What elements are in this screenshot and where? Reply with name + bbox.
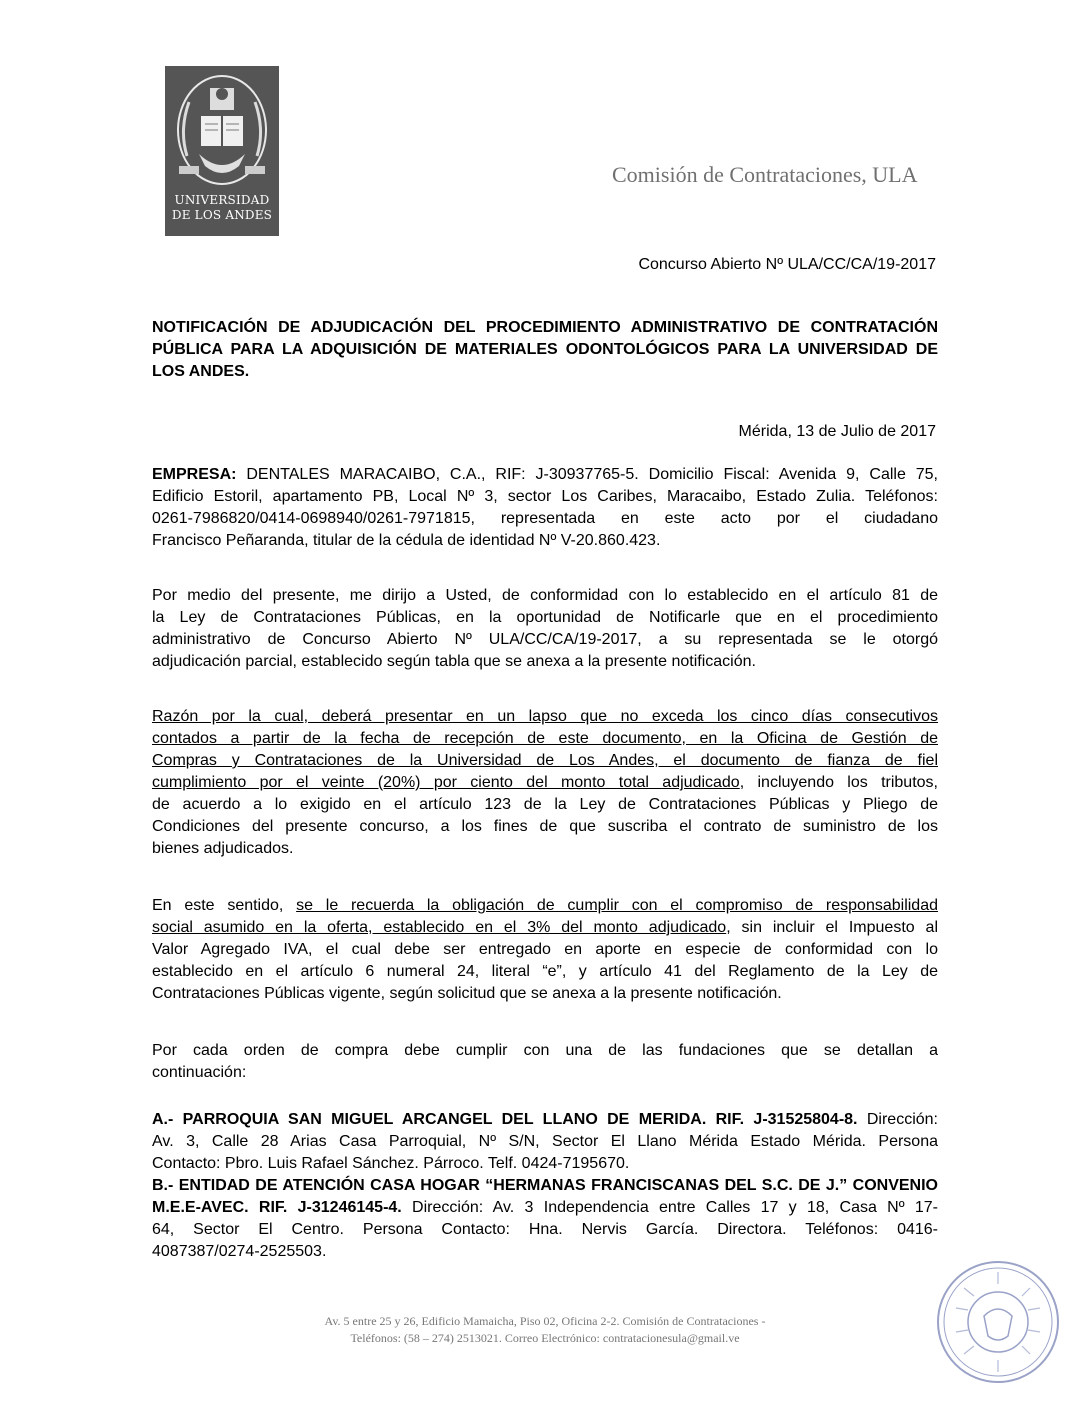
purchase-order-paragraph: [152, 1040, 938, 1084]
underlined-text: cumplimiento por el veinte (20%) por ciento del monto total adjudicado: [152, 774, 740, 791]
notification-title: [152, 317, 938, 383]
paragraph-line: la Ley de Contrataciones Públicas, en la oportunidad de Notificarle que en el procedimiento: [152, 609, 938, 626]
paragraph-line: Edificio Estoril, apartamento PB, Local Nº 3, sector Los Caribes, Maracaibo, Estado Zulia. Teléfonos:: [152, 488, 938, 505]
paragraph-line: Contrataciones Públicas vigente, según solicitud que se anexa a la presente notificación.: [152, 985, 782, 1002]
official-seal-stamp-icon: [934, 1258, 1062, 1386]
foundation-a-line: Contacto: Pbro. Luis Rafael Sánchez. Párroco. Telf. 0424-7195670.: [152, 1155, 630, 1172]
plain-text: , sin incluir el Impuesto al: [726, 919, 938, 936]
foundation-b-line: [152, 1197, 938, 1219]
paragraph-line: contados a partir de la fecha de recepción de este documento, en la Oficina de Gestión de: [152, 730, 938, 747]
paragraph-line: continuación:: [152, 1064, 247, 1081]
page-footer: [200, 1313, 890, 1347]
university-logo: [165, 66, 279, 236]
foundation-b-line: 64, Sector El Centro. Persona Contacto: Hna. Nervis García. Directora. Teléfonos: 0416-: [152, 1221, 938, 1238]
paragraph-line: Valor Agregado IVA, el cual debe ser entregado en aporte en especie de conformidad con lo: [152, 941, 938, 958]
foundation-b-line: [152, 1175, 938, 1197]
logo-text-line1: UNIVERSIDAD: [174, 193, 270, 207]
underlined-text: social asumido en la oferta, establecido en el 3% del monto adjudicado: [152, 919, 727, 936]
paragraph-line: Razón por la cual, deberá presentar en un lapso que no exceda los cinco días consecutivos: [152, 708, 938, 725]
company-label: EMPRESA:: [152, 466, 237, 483]
foundation-a-name: A.- PARROQUIA SAN MIGUEL ARCANGEL DEL LLANO DE MERIDA. RIF. J-31525804-8.: [152, 1111, 858, 1128]
contest-reference: Concurso Abierto Nº ULA/CC/CA/19-2017: [638, 256, 936, 273]
university-crest-icon: [165, 66, 279, 192]
paragraph-line: Condiciones del presente concurso, a los fines de que suscriba el contrato de suministro de los: [152, 818, 938, 835]
notice-paragraph: [152, 585, 938, 673]
foundation-a-line: [152, 1109, 938, 1131]
paragraph-line: administrativo de Concurso Abierto Nº ULA/CC/CA/19-2017, a su representada se le otorgó: [152, 631, 938, 648]
commission-name: Comisión de Contrataciones, ULA: [612, 162, 918, 187]
paragraph-line: adjudicación parcial, establecido según tabla que se anexa a la presente notificación.: [152, 653, 756, 670]
social-responsibility-paragraph: [152, 895, 938, 1005]
foundation-b-rif: M.E.E-AVEC. RIF. J-31246145-4.: [152, 1199, 402, 1216]
paragraph-line: [152, 464, 938, 486]
paragraph-line: establecido en el artículo 6 numeral 24, literal “e”, y artículo 41 del Reglamento de la Ley de: [152, 963, 938, 980]
title-line: LOS ANDES.: [152, 363, 250, 380]
underlined-text: se le recuerda la obligación de cumplir con el compromiso de responsabilidad: [296, 897, 938, 914]
company-paragraph: [152, 464, 938, 552]
foundation-b-line: 4087387/0274-2525503.: [152, 1243, 327, 1260]
paragraph-line: Por cada orden de compra debe cumplir con una de las fundaciones que se detallan a: [152, 1042, 938, 1059]
paragraph-line: [152, 772, 938, 794]
paragraph-line: [152, 895, 938, 917]
plain-text: Dirección:: [857, 1111, 938, 1128]
guarantee-paragraph: [152, 706, 938, 860]
plain-text: En este sentido,: [152, 897, 297, 914]
logo-text-line2: DE LOS ANDES: [171, 208, 273, 222]
paragraph-line: de acuerdo a lo exigido en el artículo 123 de la Ley de Contrataciones Públicas y Pliego de: [152, 796, 938, 813]
paragraph-line: Compras y Contrataciones de la Universidad de Los Andes, el documento de fianza de fiel: [152, 752, 938, 769]
paragraph-line: 0261-7986820/0414-0698940/0261-7971815, representada en este acto por el ciudadano: [152, 510, 938, 527]
foundations-list: [152, 1109, 938, 1263]
plain-text: , incluyendo los tributos,: [739, 774, 938, 791]
footer-contact: Teléfonos: (58 – 274) 2513021. Correo Electrónico: contratacionesula@gmail.ve: [350, 1331, 740, 1345]
foundation-a-line: Av. 3, Calle 28 Arias Casa Parroquial, Nº S/N, Sector El Llano Mérida Estado Mérida. Persona: [152, 1133, 938, 1150]
foundation-b-name: B.- ENTIDAD DE ATENCIÓN CASA HOGAR “HERMANAS FRANCISCANAS DEL S.C. DE J.” CONVENIO: [152, 1177, 938, 1194]
footer-address: Av. 5 entre 25 y 26, Edificio Mamaicha, Piso 02, Oficina 2-2. Comisión de Contrataciones -: [324, 1314, 766, 1328]
title-line: PÚBLICA PARA LA ADQUISICIÓN DE MATERIALES ODONTOLÓGICOS PARA LA UNIVERSIDAD DE: [152, 341, 938, 358]
paragraph-line: [152, 917, 938, 939]
paragraph-line: Por medio del presente, me dirijo a Usted, de conformidad con lo establecido en el artículo 81 de: [152, 587, 938, 604]
title-line: NOTIFICACIÓN DE ADJUDICACIÓN DEL PROCEDIMIENTO ADMINISTRATIVO DE CONTRATACIÓN: [152, 319, 938, 336]
paragraph-line: Francisco Peñaranda, titular de la cédula de identidad Nº V-20.860.423.: [152, 532, 661, 549]
paragraph-line: bienes adjudicados.: [152, 840, 294, 857]
plain-text: Dirección: Av. 3 Independencia entre Calles 17 y 18, Casa Nº 17-: [401, 1199, 938, 1216]
company-text: DENTALES MARACAIBO, C.A., RIF: J-30937765-5. Domicilio Fiscal: Avenida 9, Calle 75,: [246, 466, 938, 483]
letter-date: Mérida, 13 de Julio de 2017: [738, 423, 936, 440]
